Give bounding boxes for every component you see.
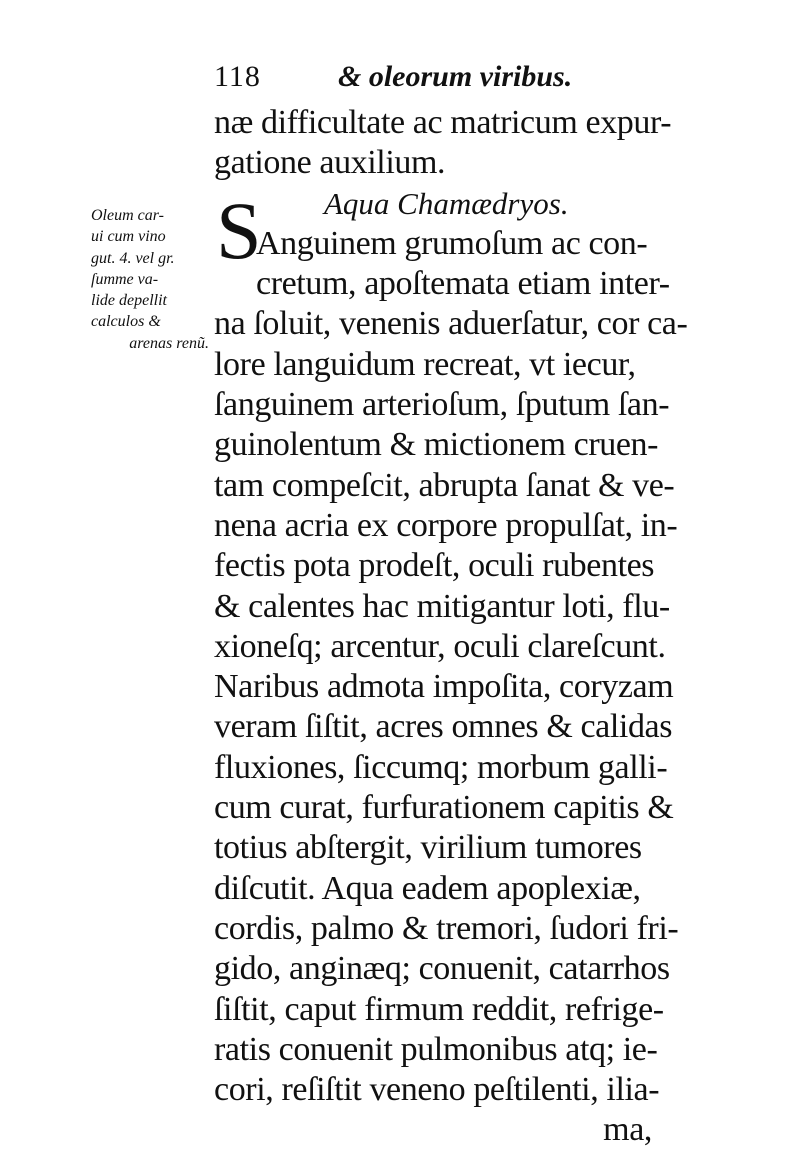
- text-line: cordis, palmo & tremori, ſudori fri-: [214, 909, 679, 947]
- text-line: xioneſq; arcentur, oculi clareſcunt.: [214, 627, 666, 665]
- margin-note: [91, 205, 209, 354]
- text-line: lore languidum recreat, vt iecur,: [214, 345, 636, 383]
- text-line: veram ſiſtit, acres omnes & calidas: [214, 708, 673, 746]
- margin-note-line: gut. 4. vel gr.: [91, 249, 175, 267]
- text-line: & calentes hac mitigantur loti, flu-: [214, 587, 670, 625]
- text-line: ratis conuenit pulmonibus atq; ie-: [214, 1030, 658, 1068]
- margin-note-line: ui cum vino: [91, 228, 166, 246]
- text-line: gido, anginæq; conuenit, catarrhos: [214, 950, 670, 988]
- catchword: ma,: [603, 1111, 652, 1149]
- text-line: cum curat, furfurationem capitis &: [214, 789, 674, 827]
- margin-note-line: lide depellit: [91, 292, 167, 310]
- drop-cap: S: [216, 185, 262, 276]
- text-line: Anguinem grumoſum ac con-: [256, 224, 648, 262]
- text-line: fluxiones, ſiccumq; morbum galli-: [214, 748, 668, 786]
- body-text: [214, 103, 688, 1151]
- section-heading: Aqua Chamædryos.: [324, 185, 569, 221]
- text-line: ſanguinem arterioſum, ſputum ſan-: [214, 386, 670, 424]
- text-line: ſiſtit, caput firmum reddit, refrige-: [214, 990, 664, 1028]
- margin-note-line: ſumme va-: [91, 270, 159, 288]
- margin-note-line: Oleum car-: [91, 207, 164, 224]
- text-line: guinolentum & mictionem cruen-: [214, 426, 659, 464]
- margin-note-line: calculos &: [91, 313, 161, 331]
- text-line: nena acria ex corpore propulſat, in-: [214, 506, 678, 544]
- page-header: [210, 60, 660, 96]
- text-line: fectis pota prodeſt, oculi rubentes: [214, 547, 655, 585]
- text-line: gatione auxilium.: [214, 144, 446, 182]
- text-line: tam compeſcit, abrupta ſanat & ve-: [214, 466, 675, 504]
- text-line: diſcutit. Aqua eadem apoplexiæ,: [214, 869, 641, 907]
- text-line: Naribus admota impoſita, coryzam: [214, 668, 674, 706]
- text-line: næ difficultate ac matricum expur-: [214, 104, 672, 141]
- margin-note-line: arenas renũ.: [129, 334, 209, 352]
- page-number: 118: [214, 60, 261, 93]
- text-line: totius abſtergit, virilium tumores: [214, 829, 642, 867]
- text-line: na ſoluit, venenis aduerſatur, cor ca-: [214, 305, 688, 343]
- text-line: cori, reſiſtit veneno peſtilenti, ilia-: [214, 1071, 660, 1109]
- running-title: & oleorum viribus.: [338, 60, 573, 93]
- text-line: cretum, apoſtemata etiam inter-: [256, 265, 670, 303]
